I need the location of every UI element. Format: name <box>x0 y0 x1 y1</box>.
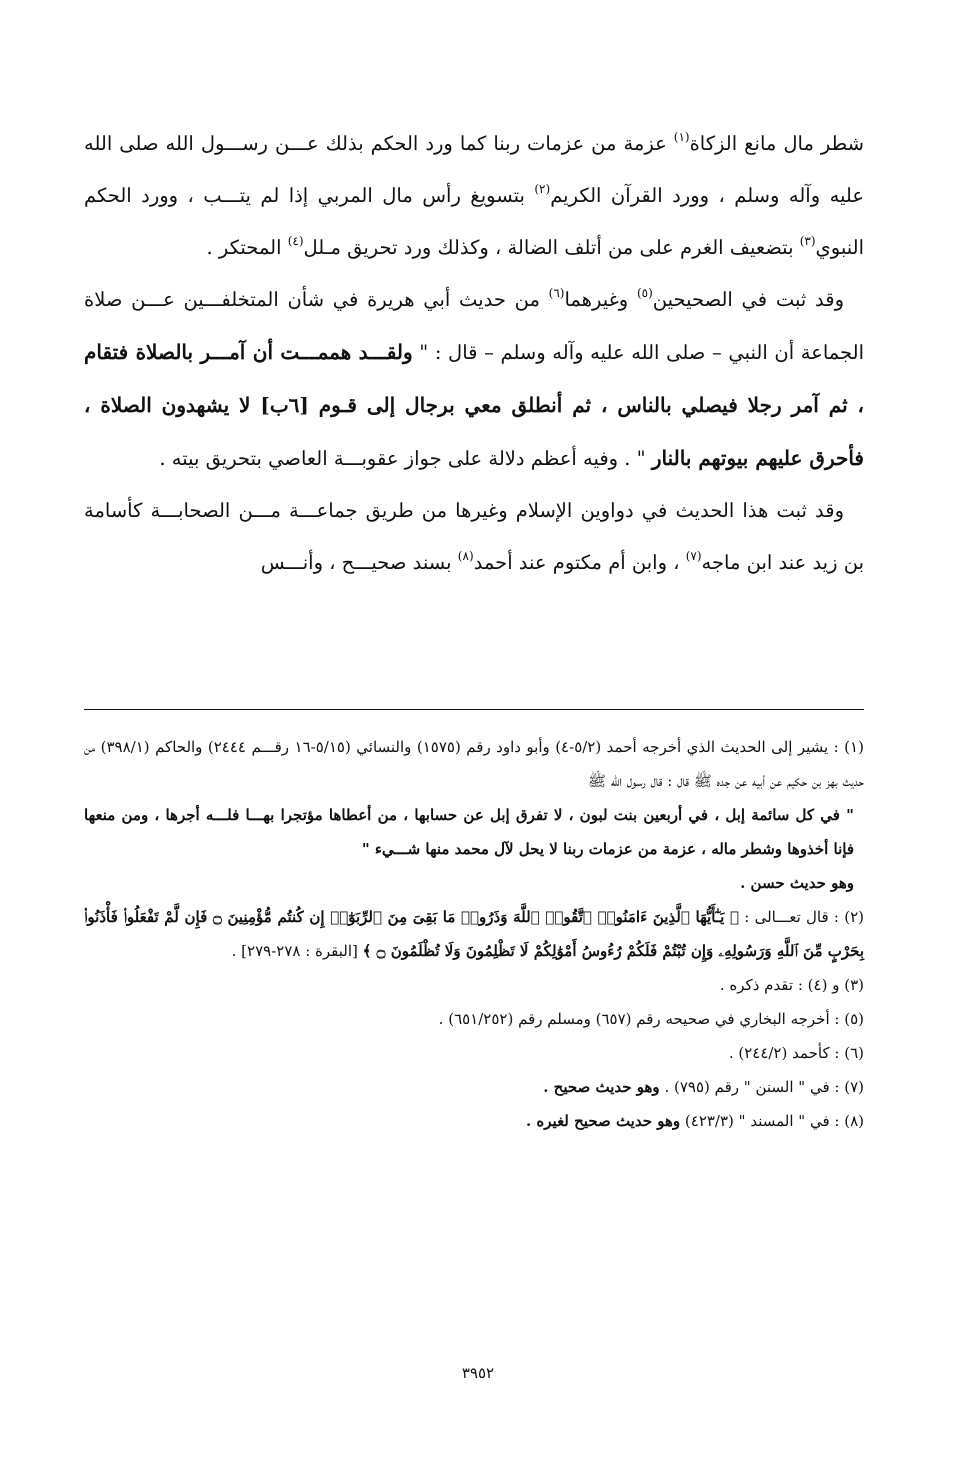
footnote-grading: وهو حديث حسن . <box>740 874 854 892</box>
footnote-text: (٨) : في " المسند " (٤٢٣/٣) <box>680 1112 864 1130</box>
text-run: بتسويغ رأس مال المربي إذا لم يتـــب ، وورد الحكم النبوي <box>84 184 864 259</box>
footnote-ref-4[interactable]: (٤) <box>287 234 304 248</box>
footnote-2 <box>84 900 864 968</box>
footnote-label: (٢) : <box>828 908 864 926</box>
verse-reference: [البقرة : ٢٧٨-٢٧٩] . <box>231 942 363 960</box>
footnote-ref-3[interactable]: (٣) <box>799 234 816 248</box>
text-run: شطر مال مانع الزكاة <box>689 132 865 155</box>
footnote-6: (٦) : كأحمد (٢٤٤/٢) . <box>728 1044 864 1062</box>
footnote-ref-5[interactable]: (٥) <box>636 286 653 300</box>
footnote-ref-6[interactable]: (٦) <box>548 286 565 300</box>
footnote-3-4: (٣) و (٤) : تقدم ذكره . <box>719 976 864 994</box>
footnote-grading: وهو حديث صحيح . <box>543 1078 660 1096</box>
text-run: المحتكر . <box>206 236 288 259</box>
footnote-label: (١) : <box>828 738 864 756</box>
footnote-ref-2[interactable]: (٢) <box>534 182 551 196</box>
text-run: من حديث أبي هريرة في شأن المتخلفـــين عـــن صلاة الجماعة أن النبي – صلى الله عليه وآله وسلم – قال : " <box>84 288 864 364</box>
footnote-divider <box>84 709 864 710</box>
footnote-hadith-text: " في كل سائمة إبل ، في أربعين بنت لبون ، لا تفرق إبل عن حسابها ، من أعطاها مؤتجرا بهـــا فلـــه أجرها ، ومن منعها فإنا أخذوها وشطر ماله ، عزمة من عزمات ربنا لا يحل لآل محمد منها شـــيء " <box>84 806 854 858</box>
footnote-grading: وهو حديث صحيح لغيره . <box>525 1112 681 1130</box>
footnote-text: يشير إلى الحديث الذي أخرجه أحمد (٥/٢-٤) وأبو داود رقم (١٥٧٥) والنسائي (٥/١٥-١٦ رقـــم ٢٤٤٤) والحاكم (٣٩٨/١) من حديث بهز بن حكيم عن أبيه عن جده ﷺ قال : قال رسول الله ﷺ <box>84 738 864 790</box>
paragraph-3 <box>84 485 864 589</box>
text-run: ، وابن أم مكتوم عند أحمد <box>473 551 686 574</box>
paragraph-2 <box>84 274 864 485</box>
footnote-text: قال تعـــالى : <box>739 908 829 926</box>
footnote-7 <box>84 1070 864 1104</box>
footnote-1 <box>84 730 864 900</box>
footnote-text: (٧) : في " السنن " رقم (٧٩٥) . <box>659 1078 864 1096</box>
footnotes <box>84 730 864 1138</box>
text-run: وغيرهما <box>564 288 637 311</box>
text-run: بتضعيف الغرم على من أتلف الضالة ، وكذلك ورد تحريق مـلل <box>303 236 800 259</box>
text-run: وقد ثبت في الصحيحين <box>652 288 844 311</box>
text-run: " . وفيه أعظم دلالة على جواز عقوبـــة العاصي بتحريق بيته . <box>159 447 652 470</box>
text-run: بسند صحيـــح ، وأنـــس <box>260 551 458 574</box>
footnote-ref-8[interactable]: (٨) <box>457 549 474 563</box>
paragraph-1 <box>84 118 864 274</box>
main-text <box>84 118 864 589</box>
footnote-5: (٥) : أخرجه البخاري في صحيحه رقم (٦٥٧) ومسلم رقم (٦٥١/٢٥٢) . <box>438 1010 864 1028</box>
text-run: وقد ثبت هذا الحديث في دواوين الإسلام وغيرها من طريق جماعـــة مـــن الصحابـــة كأسامة بن زيد عند ابن ماجه <box>84 499 864 574</box>
quran-verse: ﴿ يَـٰٓأَيُّهَا ٱلَّذِينَ ءَامَنُوا۟ ٱتَّقُوا۟ ٱللَّهَ وَذَرُوا۟ مَا بَقِىَ مِنَ ٱلرِّبَوٰٓا۟ إِن كُنتُم مُّؤْمِنِينَ ۝ فَإِن لَّمْ تَفْعَلُوا۟ فَأْذَنُوا۟ بِحَرْبٍ مِّنَ ٱللَّهِ وَرَسُولِهِۦ وَإِن تُبْتُمْ فَلَكُمْ رُءُوسُ أَمْوَٰلِكُمْ لَا تَظْلِمُونَ وَلَا تُظْلَمُونَ ۝ ﴾ <box>84 908 864 960</box>
footnote-ref-1[interactable]: (١) <box>673 130 690 144</box>
hadith-quote: ولقـــد هممـــت أن آمـــر بالصلاة فتقام ، ثم آمر رجلا فيصلي بالناس ، ثم أنطلق معي برجال إلى قـوم [٦ب] لا يشهدون الصلاة ، فأحرق عليهم بيوتهم بالنار <box>84 340 864 470</box>
footnote-ref-7[interactable]: (٧) <box>685 549 702 563</box>
page-number: ٣٩٥٢ <box>461 1364 495 1382</box>
footnote-8 <box>84 1104 864 1138</box>
text-run: عزمة من عزمات ربنا كما ورد الحكم بذلك عـــن رســـول الله صلى الله عليه وآله وسلم ، وورد القرآن الكريم <box>84 132 865 207</box>
